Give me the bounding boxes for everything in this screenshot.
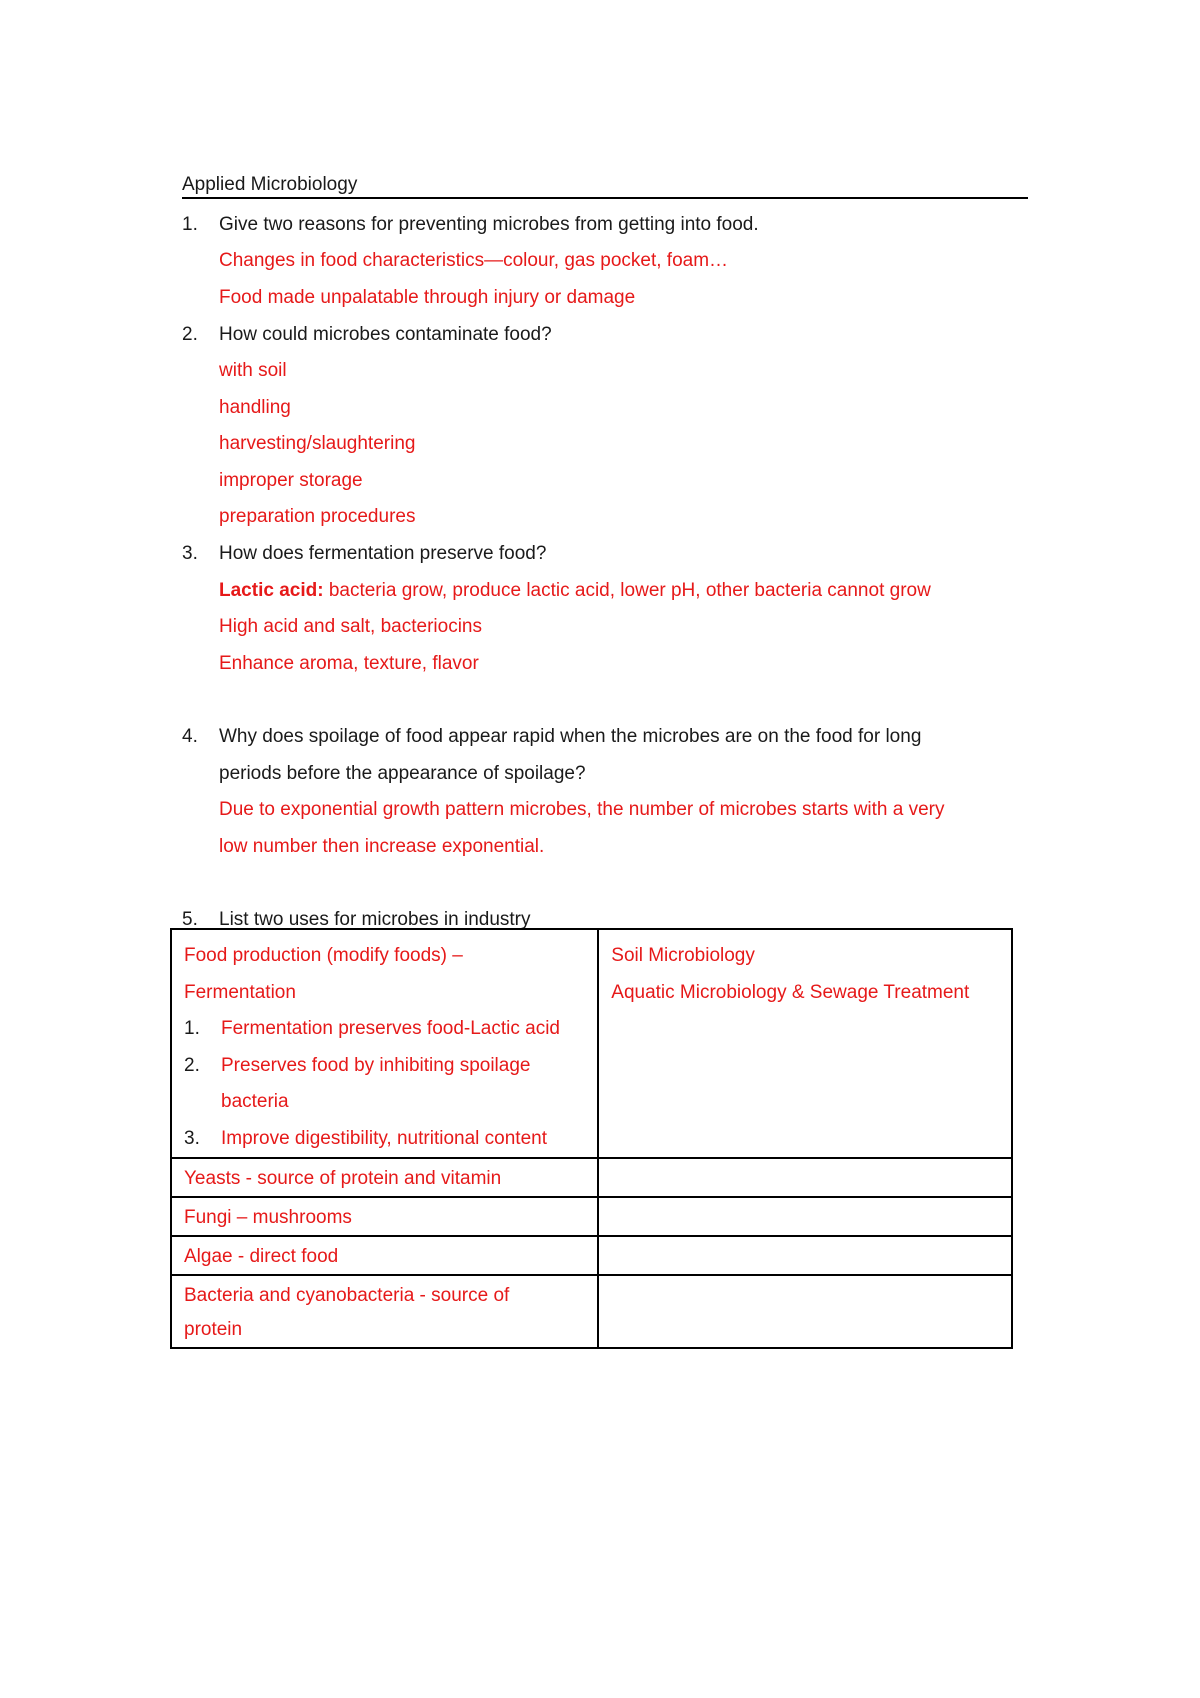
table-row <box>171 929 1012 1158</box>
question-2-text: How could microbes contaminate food? <box>219 324 552 345</box>
food-item-2 <box>184 1048 587 1085</box>
food-item-2-continued <box>184 1084 587 1121</box>
right-item-aquatic: Aquatic Microbiology & Sewage Treatment <box>611 981 970 1003</box>
food-item-1 <box>184 1011 587 1048</box>
table-cell-yeasts: Yeasts - source of protein and vitamin <box>171 1158 598 1197</box>
bacteria-line-1: Bacteria and cyanobacteria - source of <box>184 1285 510 1306</box>
table-cell-empty <box>598 1197 1012 1236</box>
question-3-answer-1 <box>219 579 931 603</box>
table-cell-food-production <box>171 929 598 1158</box>
table-row <box>171 1275 1012 1348</box>
food-item-1-number: 1. <box>184 1018 200 1039</box>
document-title: Applied Microbiology <box>182 174 1028 199</box>
bacteria-line-2: protein <box>184 1319 243 1340</box>
table-row <box>171 1158 1012 1197</box>
question-2-answer-4: improper storage <box>219 470 363 491</box>
table-cell-empty <box>598 1236 1012 1275</box>
question-4-text-line-2: periods before the appearance of spoilage? <box>219 763 586 784</box>
question-3-answer-1-rest: bacteria grow, produce lactic acid, lower pH, other bacteria cannot grow <box>323 580 931 601</box>
question-3-text: How does fermentation preserve food? <box>219 543 547 564</box>
question-5-text: List two uses for microbes in industry <box>219 909 531 930</box>
question-3-answer-2: High acid and salt, bacteriocins <box>219 616 482 637</box>
industry-uses-table <box>170 928 1013 1349</box>
food-item-3-text: Improve digestibility, nutritional content <box>221 1127 547 1149</box>
question-1-answer-1: Changes in food characteristics—colour, gas pocket, foam… <box>219 250 729 271</box>
question-2-answer-2: handling <box>219 397 291 418</box>
food-item-2-continued-text: bacteria <box>221 1091 289 1112</box>
question-4-text-line-1: Why does spoilage of food appear rapid when the microbes are on the food for long <box>219 726 922 747</box>
table-row <box>171 1236 1012 1275</box>
question-1-answer-2: Food made unpalatable through injury or damage <box>219 287 636 308</box>
table-cell-empty <box>598 1275 1012 1348</box>
food-item-2-number: 2. <box>184 1054 200 1076</box>
table-cell-microbiology-fields <box>598 929 1012 1158</box>
food-heading-line-2: Fermentation <box>184 981 296 1003</box>
question-4-number: 4. <box>182 726 198 747</box>
food-item-1-text: Fermentation preserves food-Lactic acid <box>221 1018 560 1039</box>
question-2-answer-3: harvesting/slaughtering <box>219 433 416 454</box>
question-4-answer-line-2: low number then increase exponential. <box>219 836 545 857</box>
question-1-number: 1. <box>182 214 198 235</box>
question-1-text: Give two reasons for preventing microbes from getting into food. <box>219 214 759 235</box>
table-cell-fungi: Fungi – mushrooms <box>171 1197 598 1236</box>
question-3-answer-1-bold: Lactic acid: <box>219 580 324 601</box>
food-item-3-number: 3. <box>184 1127 200 1149</box>
food-heading-line-1: Food production (modify foods) – <box>184 945 463 966</box>
table-cell-bacteria <box>171 1275 598 1348</box>
question-5-number: 5. <box>182 909 198 930</box>
table-cell-algae: Algae - direct food <box>171 1236 598 1275</box>
question-3-answer-3: Enhance aroma, texture, flavor <box>219 653 479 674</box>
table-row <box>171 1197 1012 1236</box>
food-item-3 <box>184 1121 587 1158</box>
food-item-2-text: Preserves food by inhibiting spoilage <box>221 1054 531 1076</box>
table-cell-empty <box>598 1158 1012 1197</box>
question-2-number: 2. <box>182 324 198 345</box>
question-2-answer-1: with soil <box>219 360 287 381</box>
right-item-soil: Soil Microbiology <box>611 945 755 966</box>
question-3-number: 3. <box>182 543 198 564</box>
question-2-answer-5: preparation procedures <box>219 506 416 527</box>
question-4-answer-line-1: Due to exponential growth pattern microbes, the number of microbes starts with a very <box>219 799 945 820</box>
